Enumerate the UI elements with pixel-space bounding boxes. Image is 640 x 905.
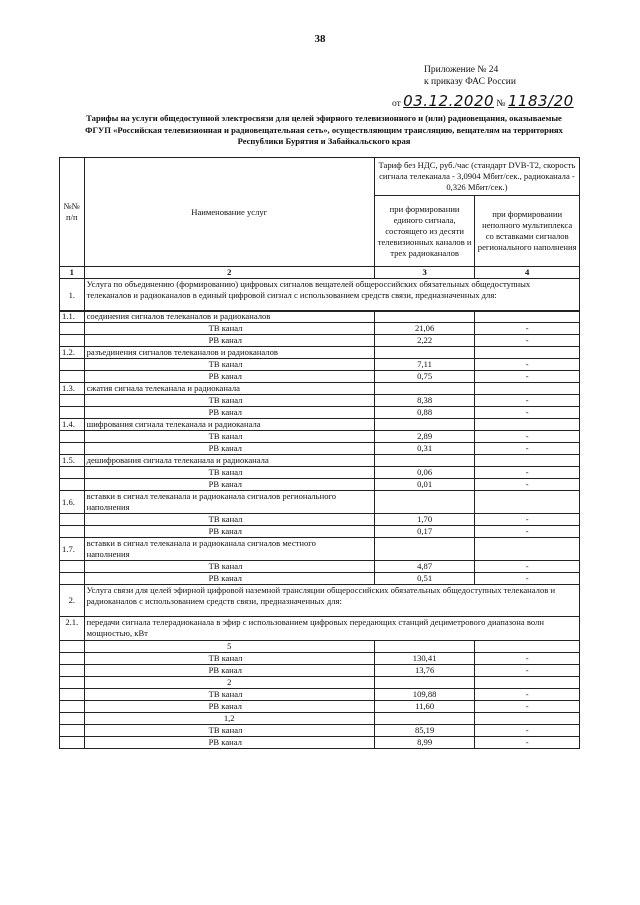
colnum-4: 4: [475, 267, 580, 279]
rv-channel-label: РВ канал: [84, 665, 374, 677]
value-partial: -: [475, 431, 580, 443]
tv-channel-label: ТВ канал: [84, 323, 374, 335]
rv-channel-label: РВ канал: [84, 479, 374, 491]
value-partial: -: [475, 725, 580, 737]
value-partial: -: [475, 689, 580, 701]
row-service: дешифрования сигнала телеканала и радиоканала: [84, 455, 374, 467]
tv-channel-label: ТВ канал: [84, 431, 374, 443]
value-partial: -: [475, 407, 580, 419]
value-single: 1,70: [374, 514, 475, 526]
value-partial: -: [475, 335, 580, 347]
row-service: вставки в сигнал телеканала и радиоканала сигналов регионального наполнения: [84, 491, 374, 514]
value-single: 0,17: [374, 526, 475, 538]
rv-channel-label: РВ канал: [84, 371, 374, 383]
appendix-title: Приложение № 24: [424, 65, 499, 75]
document-title: [64, 113, 584, 148]
value-partial: -: [475, 467, 580, 479]
value-single: 109,88: [374, 689, 475, 701]
value-single: 0,75: [374, 371, 475, 383]
rv-channel-label: РВ канал: [84, 701, 374, 713]
value-partial: -: [475, 359, 580, 371]
power-value: 5: [84, 641, 374, 653]
appendix-order: к приказу ФАС России: [424, 77, 516, 87]
header-tariff: Тариф без НДС, руб./час (стандарт DVB-T2, скорость сигнала телеканала - 3,0904 Мбит/сек., радиоканала - 0,326 Мбит/сек.): [374, 158, 579, 196]
value-single: 8,99: [374, 737, 475, 749]
value-partial: -: [475, 653, 580, 665]
value-single: 0,31: [374, 443, 475, 455]
value-single: 130,41: [374, 653, 475, 665]
power-value: 2: [84, 677, 374, 689]
row-number: 1.3.: [60, 383, 85, 395]
colnum-3: 3: [374, 267, 475, 279]
order-date-line: [392, 92, 574, 110]
row-number: 1.2.: [60, 347, 85, 359]
value-single: 85,19: [374, 725, 475, 737]
value-partial: -: [475, 665, 580, 677]
value-single: 0,88: [374, 407, 475, 419]
rv-channel-label: РВ канал: [84, 737, 374, 749]
tv-channel-label: ТВ канал: [84, 395, 374, 407]
tv-channel-label: ТВ канал: [84, 514, 374, 526]
row-number: 1.4.: [60, 419, 85, 431]
row-service: соединения сигналов телеканалов и радиоканалов: [84, 311, 374, 323]
rv-channel-label: РВ канал: [84, 443, 374, 455]
tv-channel-label: ТВ канал: [84, 359, 374, 371]
header-single-signal: при формировании единого сигнала, состоящего из десяти телевизионных каналов и трех радиоканалов: [374, 196, 475, 267]
value-partial: -: [475, 526, 580, 538]
row-service: шифрования сигнала телеканала и радиоканала: [84, 419, 374, 431]
rv-channel-label: РВ канал: [84, 526, 374, 538]
value-partial: -: [475, 395, 580, 407]
tv-channel-label: ТВ канал: [84, 725, 374, 737]
rv-channel-label: РВ канал: [84, 335, 374, 347]
tv-channel-label: ТВ канал: [84, 561, 374, 573]
row-service: вставки в сигнал телеканала и радиоканала сигналов местного наполнения: [84, 538, 374, 561]
tariff-table-body-1: [59, 310, 580, 749]
order-number: 1183/20: [507, 92, 574, 110]
tv-channel-label: ТВ канал: [84, 689, 374, 701]
row-service: передачи сигнала телерадиоканала в эфир с использованием цифровых передающих станций дециметрового диапазона волн мощностью, кВт: [84, 617, 579, 641]
tv-channel-label: ТВ канал: [84, 653, 374, 665]
title-line-3: Республики Бурятия и Забайкальского края: [237, 136, 411, 146]
number-label: №: [496, 99, 506, 109]
header-service-name: Наименование услуг: [84, 158, 374, 267]
value-single: 0,01: [374, 479, 475, 491]
value-partial: -: [475, 737, 580, 749]
rv-channel-label: РВ канал: [84, 573, 374, 585]
row-number: 1.7.: [60, 538, 85, 561]
title-line-2: ФГУП «Российская телевизионная и радиовещательная сеть», осуществляющим трансляцию, вещателям на территориях: [85, 124, 563, 135]
value-partial: -: [475, 514, 580, 526]
tv-channel-label: ТВ канал: [84, 467, 374, 479]
value-partial: -: [475, 701, 580, 713]
section-2-number: 2.: [60, 585, 85, 617]
header-partial-multiplex: при формировании неполного мультиплекса со вставками сигналов регионального наполнения: [475, 196, 580, 267]
value-partial: -: [475, 443, 580, 455]
header-number: №№ п/п: [60, 158, 85, 267]
power-value: 1,2: [84, 713, 374, 725]
row-service: разъединения сигналов телеканалов и радиоканалов: [84, 347, 374, 359]
order-date: 03.12.2020: [403, 92, 495, 110]
value-partial: -: [475, 561, 580, 573]
value-partial: -: [475, 371, 580, 383]
tariff-table: [59, 157, 580, 312]
value-single: 2,89: [374, 431, 475, 443]
value-single: 2,22: [374, 335, 475, 347]
value-single: 21,06: [374, 323, 475, 335]
value-single: 0,06: [374, 467, 475, 479]
colnum-2: 2: [84, 267, 374, 279]
value-partial: -: [475, 323, 580, 335]
value-single: 13,76: [374, 665, 475, 677]
row-number: 1.5.: [60, 455, 85, 467]
row-number: 2.1.: [60, 617, 85, 641]
value-single: 7,11: [374, 359, 475, 371]
section-2-text: Услуга связи для целей эфирной цифровой наземной трансляции общероссийских обязательных общедоступных телеканалов и радиоканалов с использованием средств связи, предназначенных для:: [84, 585, 579, 617]
row-service: сжатия сигнала телеканала и радиоканала: [84, 383, 374, 395]
title-line-1: Тарифы на услуги общедоступной электросвязи для целей эфирного телевизионного и (или) радиовещания, оказываемые: [86, 113, 562, 123]
rv-channel-label: РВ канал: [84, 407, 374, 419]
value-single: 8,38: [374, 395, 475, 407]
section-1-number: 1.: [60, 279, 85, 312]
row-number: 1.1.: [60, 311, 85, 323]
value-single: 11,60: [374, 701, 475, 713]
value-partial: -: [475, 479, 580, 491]
from-label: от: [392, 99, 401, 109]
value-single: 4,87: [374, 561, 475, 573]
page-number: 38: [314, 33, 326, 45]
section-1-text: Услуга по объединению (формированию) цифровых сигналов вещателей общероссийских обязательных общедоступных телеканалов и радиоканалов в единый цифровой сигнал с использованием средств связи, предназначенных для:: [84, 279, 579, 312]
row-number: 1.6.: [60, 491, 85, 514]
value-partial: -: [475, 573, 580, 585]
colnum-1: 1: [60, 267, 85, 279]
value-single: 0,51: [374, 573, 475, 585]
appendix-header: [424, 64, 516, 88]
